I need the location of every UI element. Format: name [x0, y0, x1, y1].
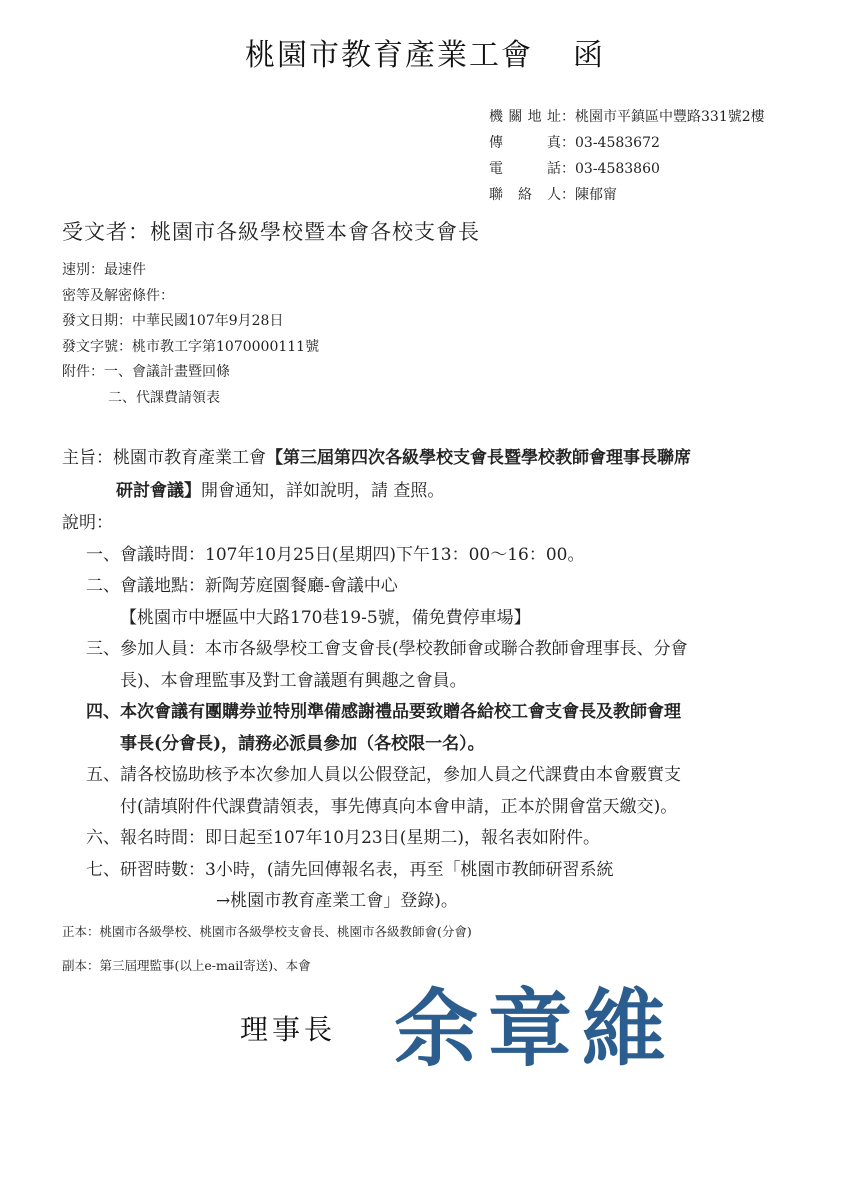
- doc-type: 函: [573, 38, 605, 73]
- list-item-cont: 【桃園市中壢區中大路170巷19-5號，備免費停車場】: [120, 607, 531, 628]
- contact-value: 陳郁甯: [575, 187, 617, 203]
- chairperson-title: 理事長: [240, 1013, 337, 1046]
- list-item: 五、 請各校協助核予本次參加人員以公假登記，參加人員之代課費由本會覈實支: [86, 765, 681, 785]
- document-number: 發文字號：桃市教工字第1070000111號: [62, 338, 320, 355]
- list-item: 四、 本次會議有團購券並特別準備感謝禮品要致贈各給校工會支會長及教師會理: [86, 702, 681, 722]
- signature-name: 余章維: [394, 979, 677, 1078]
- recipient: 受文者：桃園市各級學校暨本會各校支會長: [62, 220, 480, 244]
- list-item-cont: 長)、本會理監事及對工會議題有興趣之會員。: [120, 670, 467, 691]
- list-item-cont: →桃園市教育產業工會」登錄)。: [216, 891, 458, 911]
- attachment-2: 二、代課費請領表: [108, 389, 220, 406]
- subject-meeting-name-cont: 研討會議】: [116, 481, 201, 501]
- subject: [62, 442, 802, 508]
- list-item: 六、 報名時間：即日起至107年10月23日(星期二)，報名表如附件。: [86, 828, 600, 848]
- contact-phone: 電 話 ： 03-4583860: [489, 156, 765, 182]
- contact-fax: 傳 真 ： 03-4583672: [489, 130, 765, 156]
- contact-block: [489, 104, 765, 208]
- list-item: 二、 會議地點：新陶芳庭園餐廳-會議中心: [86, 576, 398, 596]
- contact-address: 機 關 地 址 ： 桃園市平鎮區中豐路331號2樓: [489, 104, 765, 130]
- list-item: 三、 參加人員：本市各級學校工會支會長(學校教師會或聯合教師會理事長、分會: [86, 639, 688, 659]
- original-recipients: 正本：桃園市各級學校、桃園市各級學校支會長、桃園市各級教師會(分會): [62, 924, 472, 939]
- document-meta: [62, 258, 319, 412]
- copy-recipients: 副本：第三屆理監事(以上e-mail寄送)、本會: [62, 958, 311, 973]
- list-item-cont: 付(請填附件代課費請領表，事先傳真向本會申請，正本於開會當天繳交)。: [120, 796, 678, 817]
- list-item-cont: 事長(分會長)，請務必派員參加（各校限一名）。: [120, 733, 485, 754]
- secrecy: 密等及解密條件：: [62, 287, 174, 304]
- speed: 速別：最速件: [62, 262, 146, 278]
- contact-value: 桃園市平鎮區中豐路331號2樓: [575, 109, 765, 125]
- letter-title: [0, 30, 850, 74]
- contact-value: 03-4583672: [575, 135, 660, 151]
- issue-date: 發文日期：中華民國107年9月28日: [62, 313, 284, 330]
- contact-label: 聯 絡 人: [489, 187, 561, 203]
- contact-value: 03-4583860: [575, 161, 660, 177]
- subject-prefix: 主旨：桃園市教育產業工會: [62, 448, 266, 468]
- list-item: 七、 研習時數：3小時，(請先回傳報名表，再至「桃園市教師研習系統: [86, 859, 614, 880]
- contact-person: 聯 絡 人 ： 陳郁甯: [489, 182, 765, 208]
- list-item: 一、 會議時間：107年10月25日(星期四)下午13：00～16：00。: [86, 544, 585, 565]
- contact-label: 電 話: [489, 161, 561, 177]
- description: [62, 508, 802, 918]
- signature-seal: [388, 972, 688, 1082]
- org-name: 桃園市教育產業工會: [245, 38, 533, 73]
- subject-meeting-name: 【第三屆第四次各級學校支會長暨學校教師會理事長聯席: [266, 448, 691, 468]
- subject-rest: 開會通知，詳如說明，請 查照。: [201, 481, 445, 501]
- contact-label: 機 關 地 址: [489, 109, 561, 125]
- description-heading: 說明：: [62, 513, 113, 533]
- attachment-1: 附件：一、會議計畫暨回條: [62, 364, 230, 381]
- contact-label: 傳 真: [489, 135, 561, 151]
